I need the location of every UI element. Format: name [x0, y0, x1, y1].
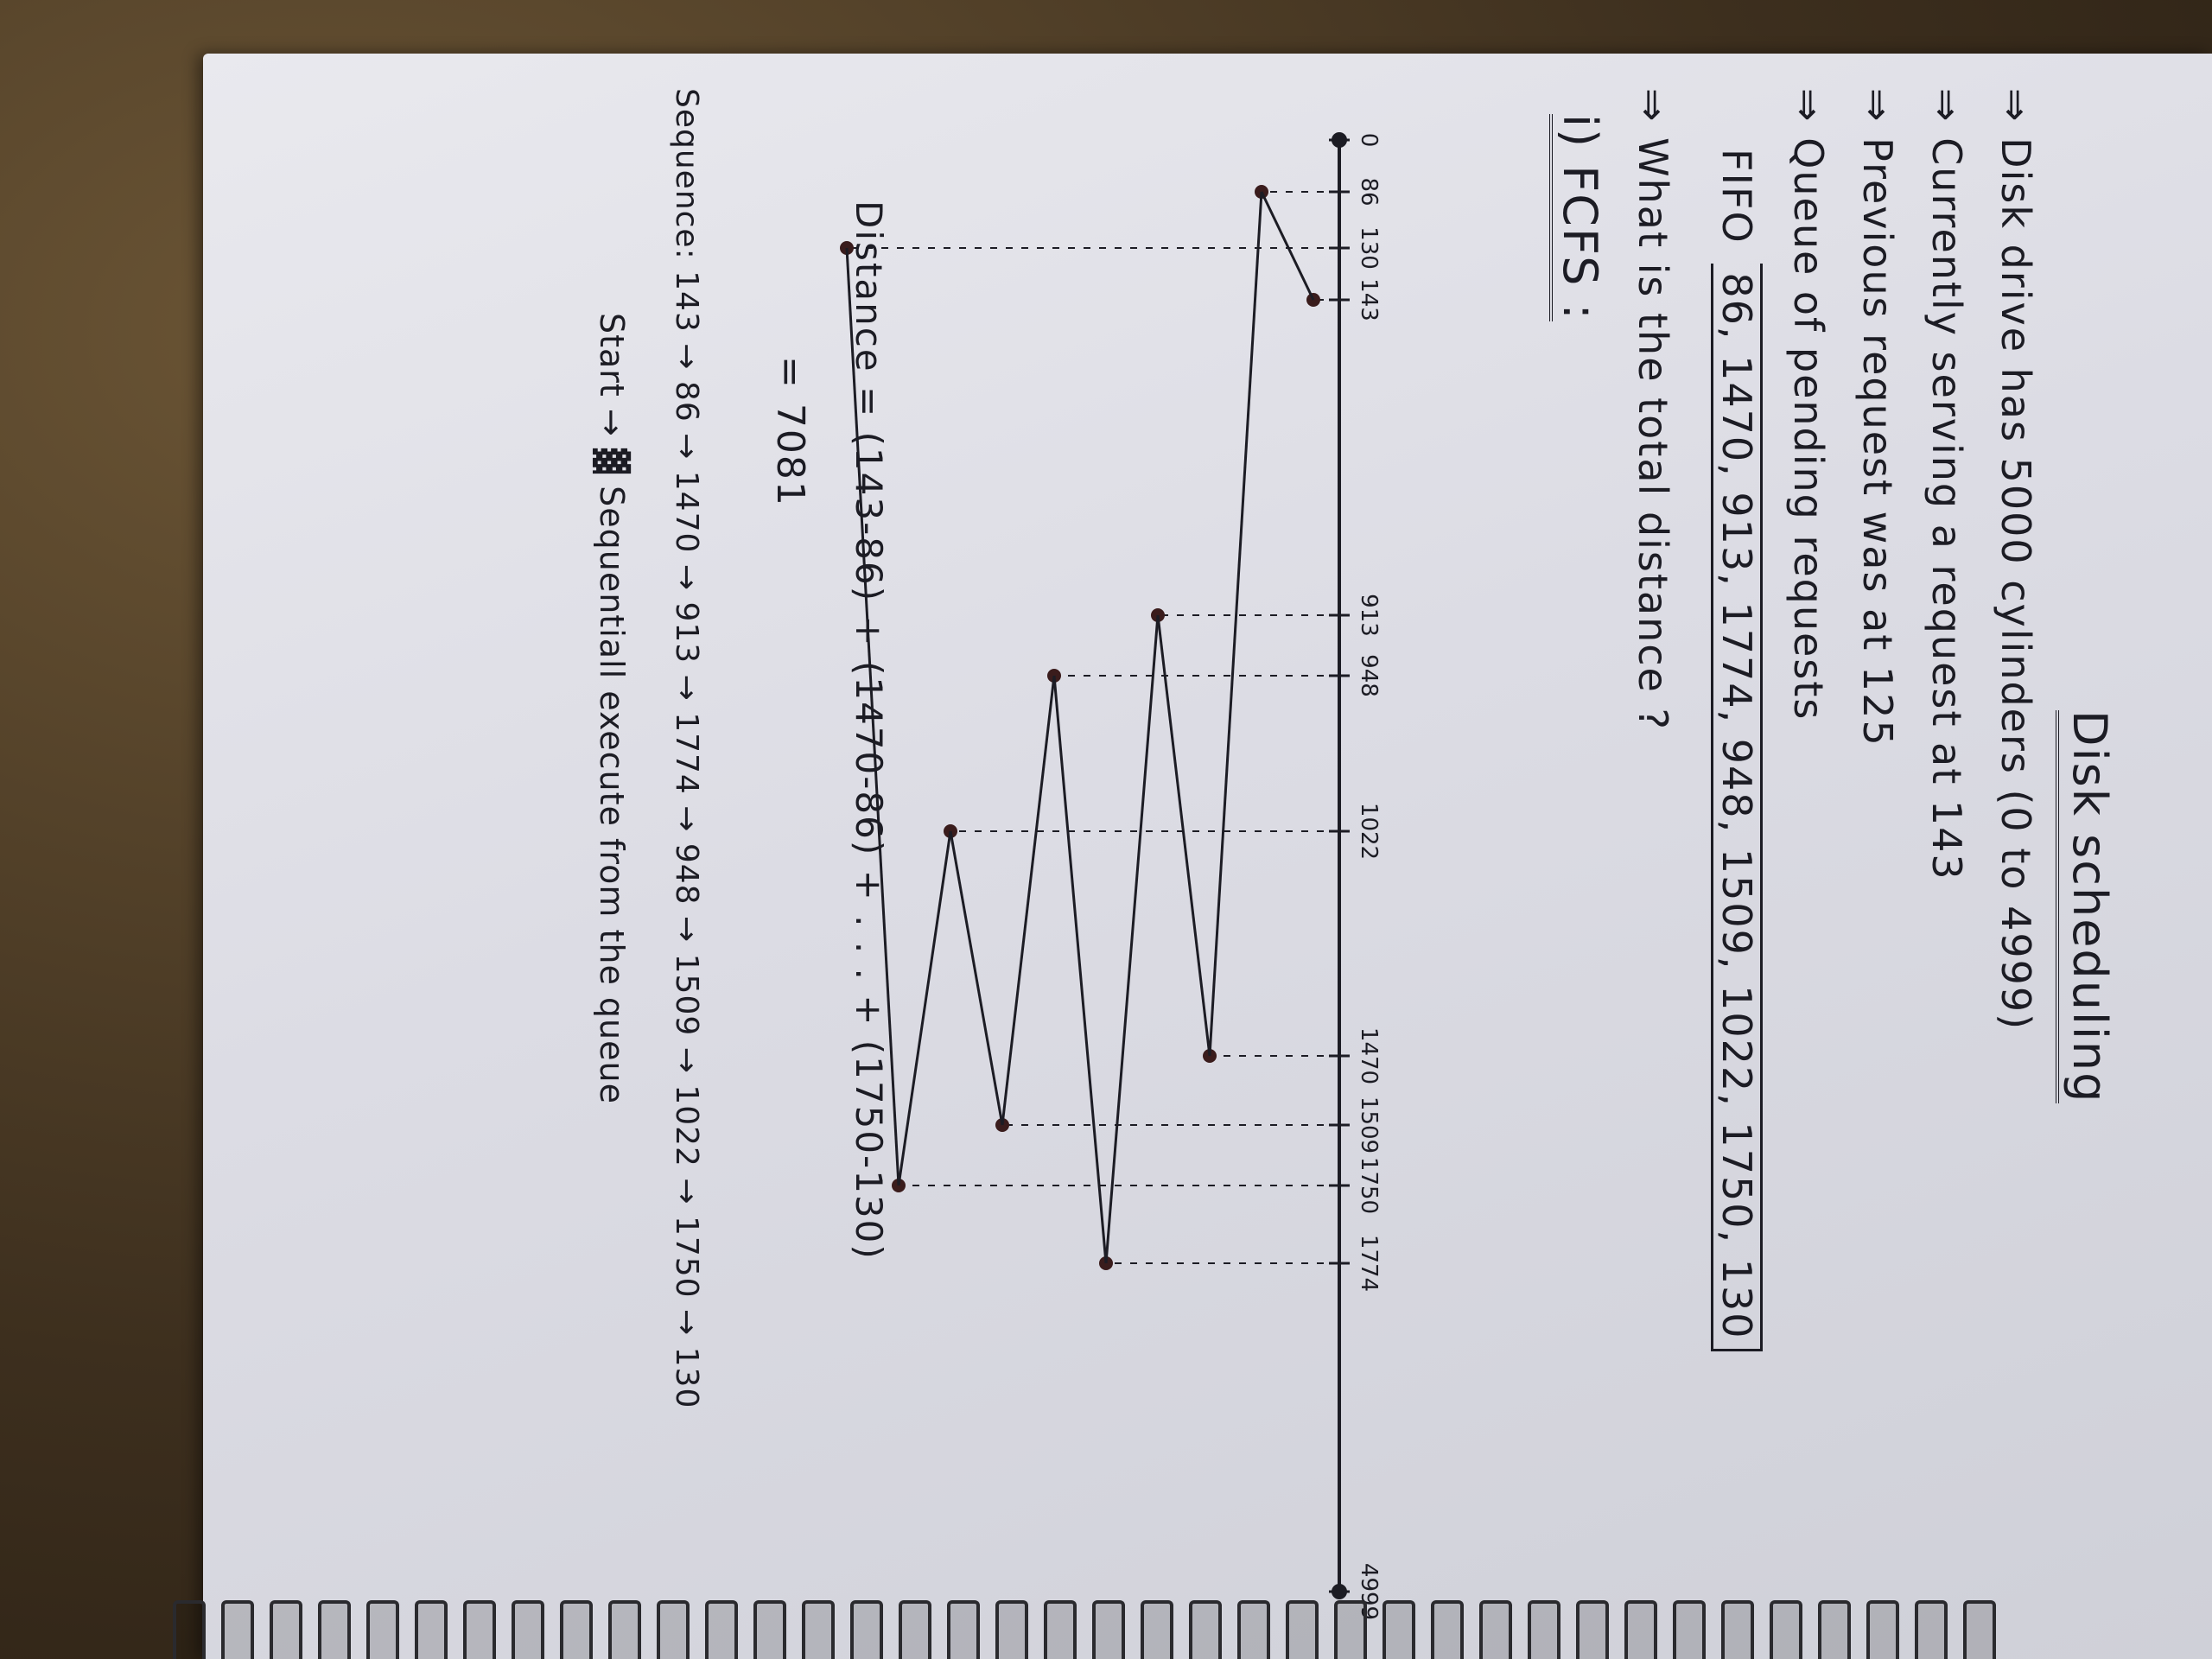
note-line: Start → ▓ Sequentiall execute from the queue [593, 313, 631, 1104]
head-movement-segment [899, 831, 950, 1185]
binding-ring [1286, 1600, 1319, 1659]
binding-ring [1866, 1600, 1899, 1659]
binding-ring [270, 1600, 302, 1659]
binding-ring [1721, 1600, 1754, 1659]
distance-total: = 7081 [768, 356, 812, 507]
axis-tick-label: 1509 [1356, 1096, 1382, 1154]
binding-ring [1673, 1600, 1706, 1659]
fifo-label: FIFO [1713, 149, 1760, 245]
binding-ring [753, 1600, 786, 1659]
head-movement-segment [1210, 192, 1262, 1056]
head-movement-segment [1158, 615, 1210, 1056]
binding-ring [1189, 1600, 1222, 1659]
axis-tick-label: 0 [1356, 132, 1382, 148]
head-movement-segment [1106, 615, 1158, 1263]
binding-ring [850, 1600, 883, 1659]
binding-ring [221, 1600, 254, 1659]
axis-tick-label: 948 [1356, 654, 1382, 697]
notes-content [203, 54, 2212, 1659]
sequence-line: Sequence: 143 → 86 → 1470 → 913 → 1774 → 948 → 1509 → 1022 → 1750 → 130 [669, 88, 704, 1409]
axis-tick-label: 4999 [1356, 1562, 1382, 1621]
note-line-5: ⇒ What is the total distance ? [1630, 88, 1676, 731]
axis-tick-label: 1774 [1356, 1234, 1382, 1293]
axis-tick-label: 1470 [1356, 1027, 1382, 1085]
binding-ring [1576, 1600, 1609, 1659]
fifo-queue: 86, 1470, 913, 1774, 948, 1509, 1022, 1750, 130 [1711, 264, 1763, 1351]
binding-ring [995, 1600, 1028, 1659]
binding-ring [1431, 1600, 1464, 1659]
head-movement-path [840, 185, 1339, 1270]
fcfs-heading: i) FCFS : [1549, 114, 1607, 321]
binding-ring [1479, 1600, 1512, 1659]
binding-ring [1624, 1600, 1657, 1659]
binding-ring [1237, 1600, 1270, 1659]
axis-tick-label: 86 [1356, 177, 1382, 207]
binding-ring [705, 1600, 738, 1659]
binding-ring [1963, 1600, 1996, 1659]
distance-formula: Distance = (143-86) + (1470-86) + . . . + (1750-130) [848, 200, 890, 1261]
head-movement-segment [1054, 676, 1106, 1263]
note-line-3: ⇒ Previous request was at 125 [1854, 88, 1901, 747]
binding-ring [1528, 1600, 1560, 1659]
axis-tick-label: 130 [1356, 226, 1382, 270]
binding-ring [463, 1600, 496, 1659]
axis-tick-labels [1356, 133, 1382, 1620]
note-line-2: ⇒ Currently serving a request at 143 [1923, 88, 1970, 881]
binding-ring [1334, 1600, 1367, 1659]
rotated-notes [203, 54, 2212, 1659]
binding-ring [1092, 1600, 1125, 1659]
binding-ring [366, 1600, 399, 1659]
binding-ring [415, 1600, 448, 1659]
binding-ring [608, 1600, 641, 1659]
binding-ring [560, 1600, 593, 1659]
spiral-binding [173, 1590, 2212, 1659]
head-movement-segment [1002, 676, 1054, 1125]
binding-ring [318, 1600, 351, 1659]
note-line-4: ⇒ Queue of pending requests [1785, 88, 1832, 721]
binding-ring [1818, 1600, 1851, 1659]
binding-ring [657, 1600, 690, 1659]
binding-ring [512, 1600, 544, 1659]
axis-tick-label: 913 [1356, 594, 1382, 637]
binding-ring [1141, 1600, 1173, 1659]
fcfs-diagram [203, 54, 2212, 1659]
axis-endpoint [1332, 132, 1347, 148]
binding-ring [802, 1600, 835, 1659]
binding-ring [1044, 1600, 1077, 1659]
binding-ring [173, 1600, 206, 1659]
binding-ring [1770, 1600, 1802, 1659]
page-title: Disk scheduling [2056, 710, 2117, 1103]
axis-tick-label: 1022 [1356, 802, 1382, 861]
note-line-1: ⇒ Disk drive has 5000 cylinders (0 to 4999) [1993, 88, 2039, 1032]
binding-ring [1382, 1600, 1415, 1659]
binding-ring [1915, 1600, 1948, 1659]
axis-tick-label: 143 [1356, 278, 1382, 321]
binding-ring [947, 1600, 980, 1659]
head-movement-segment [1262, 192, 1313, 300]
head-movement-segment [950, 831, 1002, 1125]
axis-tick-label: 1750 [1356, 1156, 1382, 1215]
binding-ring [899, 1600, 931, 1659]
